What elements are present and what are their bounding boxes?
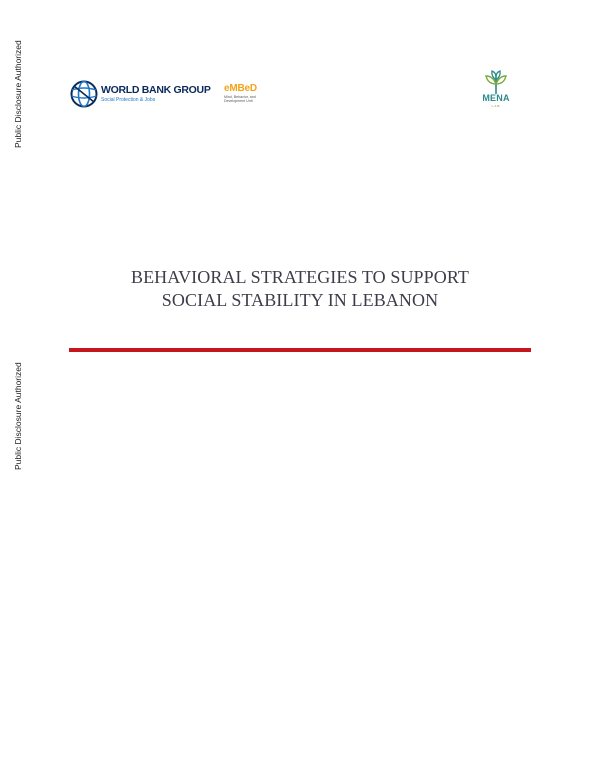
mena-title: MENA xyxy=(482,93,510,103)
sprout-icon xyxy=(481,70,511,94)
embed-subtitle: Mind, Behavior, and Development Unit xyxy=(224,95,256,103)
world-bank-logo xyxy=(70,80,210,110)
title-divider xyxy=(69,348,531,352)
document-title-line-1: BEHAVIORAL STRATEGIES TO SUPPORT xyxy=(130,267,469,287)
world-bank-title: WORLD BANK GROUP xyxy=(101,84,211,96)
embed-title: eMBeD xyxy=(224,83,257,94)
public-disclosure-label-top: Public Disclosure Authorized xyxy=(13,40,23,148)
embed-logo xyxy=(224,83,268,107)
document-title xyxy=(60,266,540,312)
mena-subtitle: LAB xyxy=(491,104,501,108)
world-bank-subtitle: Social Protection & Jobs xyxy=(101,97,156,103)
mena-lab-logo xyxy=(475,70,517,110)
globe-icon xyxy=(70,80,98,108)
public-disclosure-label-middle: Public Disclosure Authorized xyxy=(13,362,23,470)
document-title-line-2: SOCIAL STABILITY IN LEBANON xyxy=(161,290,439,310)
